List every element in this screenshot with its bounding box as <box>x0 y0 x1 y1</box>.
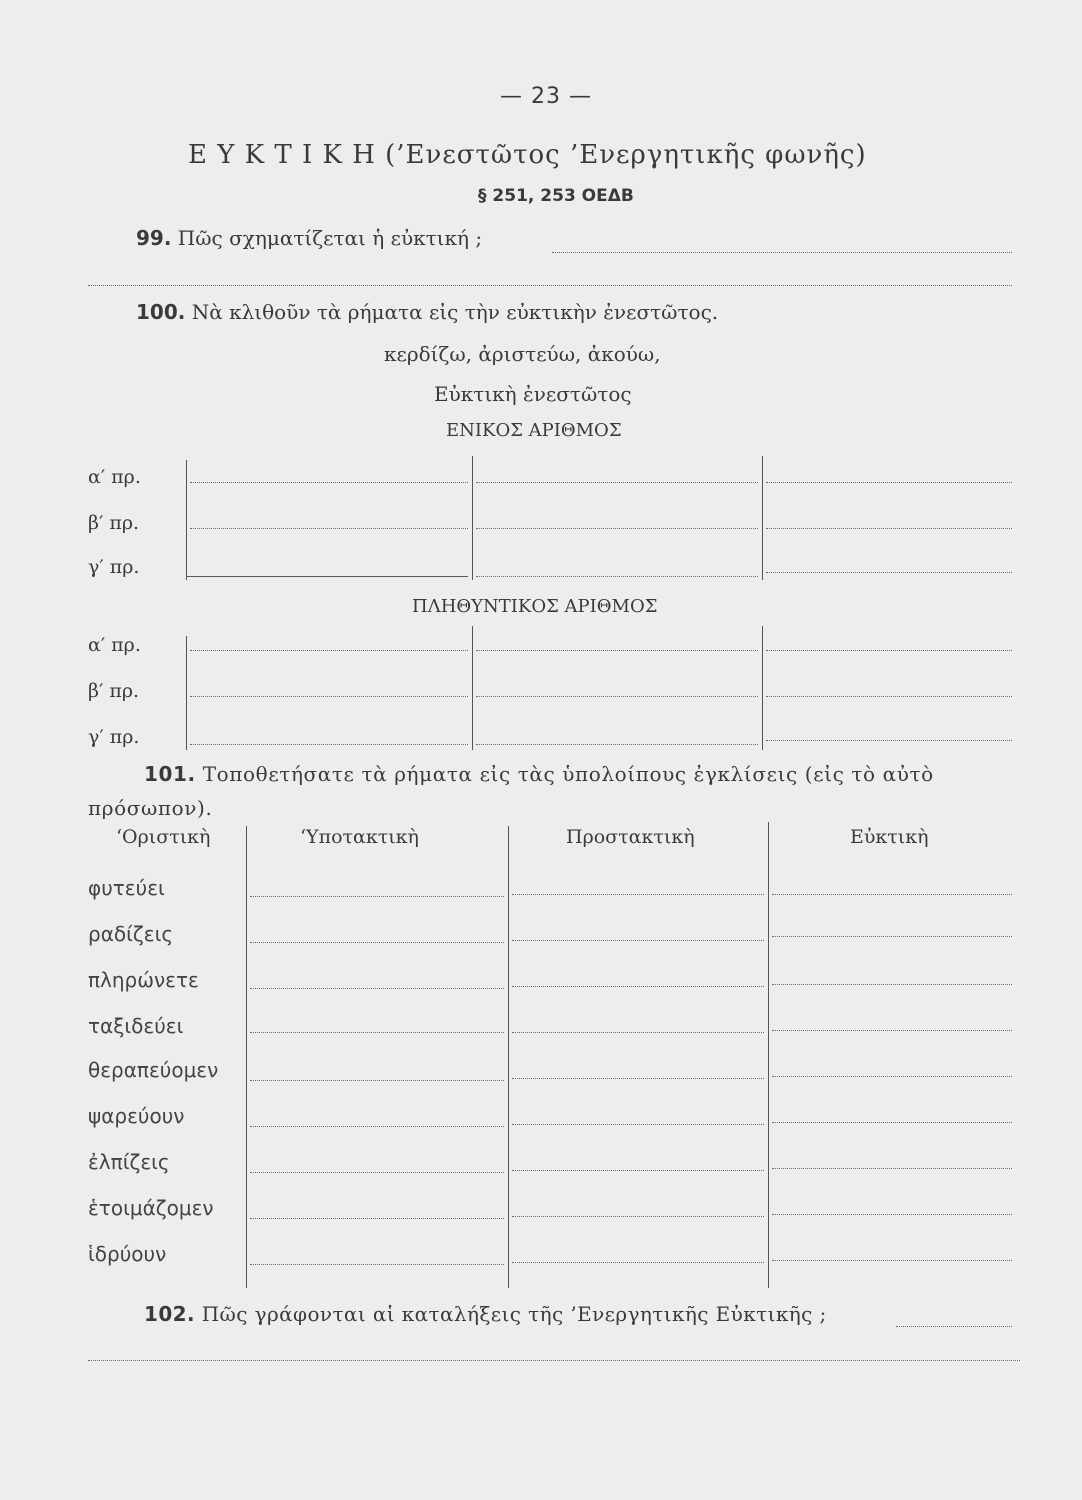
plural-header: ΠΛΗΘΥΝΤΙΚΟΣ ΑΡΙΘΜΟΣ <box>412 596 658 617</box>
question-number: 99. <box>136 226 172 250</box>
question-102 <box>144 1302 827 1326</box>
column-divider <box>246 826 247 1288</box>
answer-line[interactable] <box>476 744 758 745</box>
person-label: β′ πρ. <box>88 512 140 534</box>
question-99 <box>136 226 482 250</box>
answer-line[interactable] <box>476 482 758 483</box>
answer-line[interactable] <box>190 696 468 697</box>
answer-line[interactable] <box>512 940 764 941</box>
answer-line[interactable] <box>772 936 1012 937</box>
column-header-indicative: ‘Οριστικὴ <box>116 826 211 848</box>
answer-line[interactable] <box>250 1080 504 1081</box>
column-divider <box>472 456 473 580</box>
question-number: 101. <box>144 762 196 786</box>
answer-line[interactable] <box>250 1264 504 1265</box>
answer-line[interactable] <box>476 576 758 577</box>
page-number: — 23 — <box>500 84 592 109</box>
answer-line[interactable] <box>766 572 1012 573</box>
section-reference: § 251, 253 ΟΕΔΒ <box>478 186 634 206</box>
answer-line[interactable] <box>512 1032 764 1033</box>
answer-line[interactable] <box>476 696 758 697</box>
question-number: 100. <box>136 300 186 324</box>
question-number: 102. <box>144 1302 195 1326</box>
verb-item: ψαρεύουν <box>88 1104 185 1128</box>
person-label: γ′ πρ. <box>88 556 140 578</box>
verb-list: κερδίζω, ἀριστεύω, ἀκούω, <box>384 342 661 366</box>
singular-header: ΕΝΙΚΟΣ ΑΡΙΘΜΟΣ <box>446 420 622 441</box>
answer-line[interactable] <box>766 696 1012 697</box>
answer-line[interactable] <box>512 986 764 987</box>
column-divider <box>472 626 473 750</box>
column-header-optative: Εὐκτικὴ <box>850 826 929 848</box>
verb-item: ραδίζεις <box>88 922 174 946</box>
question-text: Νὰ κλιθοῦν τὰ ρήματα εἰς τὴν εὐκτικὴν ἐνεστῶτος. <box>191 300 719 324</box>
column-divider <box>768 822 769 1288</box>
page-title: Ε Υ Κ Τ Ι Κ Η (’Ενεστῶτος ’Ενεργητικῆς φωνῆς) <box>188 140 867 170</box>
verb-item: θεραπεύομεν <box>88 1058 219 1082</box>
person-label: α′ πρ. <box>88 634 141 656</box>
column-divider <box>762 626 763 750</box>
verb-item: ἱδρύουν <box>88 1242 167 1266</box>
answer-line[interactable] <box>772 984 1012 985</box>
answer-line[interactable] <box>512 1124 764 1125</box>
answer-line[interactable] <box>250 1172 504 1173</box>
table-subtitle: Εὐκτικὴ ἐνεστῶτος <box>434 382 632 406</box>
answer-line[interactable] <box>772 1214 1012 1215</box>
answer-line[interactable] <box>88 285 1012 286</box>
answer-line[interactable] <box>476 650 758 651</box>
answer-line[interactable] <box>250 942 504 943</box>
person-label: γ′ πρ. <box>88 726 140 748</box>
answer-line[interactable] <box>88 1360 1020 1361</box>
answer-line[interactable] <box>772 1260 1012 1261</box>
answer-line[interactable] <box>512 1216 764 1217</box>
answer-line[interactable] <box>190 744 468 745</box>
answer-line[interactable] <box>250 1032 504 1033</box>
answer-line[interactable] <box>190 650 468 651</box>
answer-line[interactable] <box>896 1326 1012 1327</box>
answer-line[interactable] <box>772 1030 1012 1031</box>
verb-item: ἐλπίζεις <box>88 1150 170 1174</box>
answer-line[interactable] <box>512 894 764 895</box>
answer-line[interactable] <box>190 482 468 483</box>
answer-line[interactable] <box>250 1218 504 1219</box>
answer-line[interactable] <box>512 1078 764 1079</box>
answer-line[interactable] <box>766 650 1012 651</box>
question-text: Πῶς σχηματίζεται ἡ εὐκτική ; <box>177 226 483 250</box>
answer-line[interactable] <box>772 1168 1012 1169</box>
person-label: α′ πρ. <box>88 466 141 488</box>
answer-line[interactable] <box>190 528 468 529</box>
answer-line[interactable] <box>766 528 1012 529</box>
verb-item: πληρώνετε <box>88 968 199 992</box>
column-divider <box>186 460 187 580</box>
answer-line[interactable] <box>766 482 1012 483</box>
answer-line[interactable] <box>772 894 1012 895</box>
answer-line[interactable] <box>186 576 468 577</box>
column-header-imperative: Προστακτικὴ <box>566 826 695 848</box>
answer-line[interactable] <box>250 988 504 989</box>
question-101 <box>144 762 934 786</box>
answer-line[interactable] <box>476 528 758 529</box>
question-100 <box>136 300 718 324</box>
column-divider <box>508 826 509 1288</box>
answer-line[interactable] <box>772 1122 1012 1123</box>
column-divider <box>186 636 187 750</box>
answer-line[interactable] <box>766 740 1012 741</box>
answer-line[interactable] <box>772 1076 1012 1077</box>
question-text: Πῶς γράφονται αἱ καταλήξεις τῆς ’Ενεργητικῆς Εὐκτικῆς ; <box>201 1302 827 1326</box>
column-header-subjunctive: ‘Υποτακτικὴ <box>300 826 419 848</box>
verb-item: ἑτοιμάζομεν <box>88 1196 214 1220</box>
answer-line[interactable] <box>512 1170 764 1171</box>
answer-line[interactable] <box>250 1126 504 1127</box>
verb-item: ταξιδεύει <box>88 1014 184 1038</box>
column-divider <box>762 456 763 580</box>
question-text: Τοποθετήσατε τὰ ρήματα εἰς τὰς ὑπολοίπους ἐγκλίσεις (εἰς τὸ αὐτὸ <box>202 762 934 786</box>
question-text-continued: πρόσωπον). <box>88 796 213 820</box>
person-label: β′ πρ. <box>88 680 140 702</box>
answer-line[interactable] <box>552 252 1012 253</box>
verb-item: φυτεύει <box>88 876 165 900</box>
answer-line[interactable] <box>512 1262 764 1263</box>
answer-line[interactable] <box>250 896 504 897</box>
